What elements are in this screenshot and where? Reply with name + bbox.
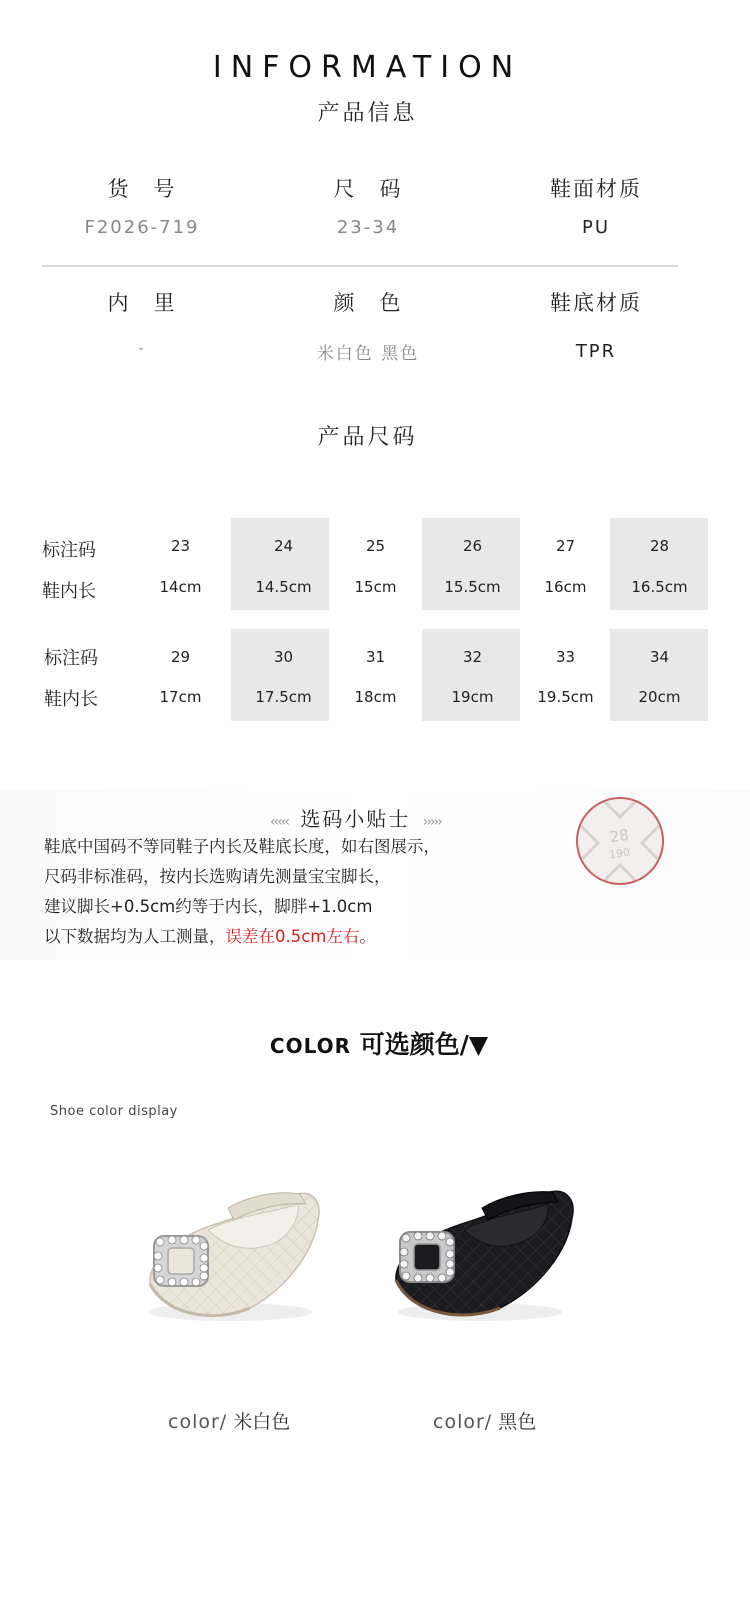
- length-cell: 15cm: [354, 578, 397, 596]
- spec-lining-label: 内 里: [107, 291, 177, 315]
- length-cell: 17.5cm: [255, 688, 312, 706]
- sole-code-length: 190: [608, 845, 631, 862]
- spec-color-value: 米白色 黑色: [316, 344, 420, 364]
- size-col-shade: [422, 518, 520, 610]
- size-row-label: 标注码: [44, 648, 98, 669]
- size-cell: 30: [273, 648, 294, 666]
- size-col-shade: [422, 629, 520, 721]
- spec-sole-value: TPR: [575, 341, 617, 362]
- length-cell: 14.5cm: [255, 578, 312, 596]
- tips-deco-left: ‹‹‹‹‹: [270, 814, 288, 830]
- color-caption-prefix: color/: [433, 1411, 493, 1433]
- info-subtitle: 产品信息: [317, 101, 418, 126]
- length-cell: 17cm: [159, 688, 202, 706]
- color-caption-name: 黑色: [498, 1411, 537, 1433]
- size-cell: 32: [462, 648, 483, 666]
- tips-line: 鞋底中国码不等同鞋子内长及鞋底长度，如右图展示，: [44, 837, 440, 856]
- size-col-shade: [231, 518, 329, 610]
- spec-size-value: 23-34: [336, 217, 400, 238]
- size-cell: 29: [170, 648, 191, 666]
- length-cell: 16cm: [544, 578, 587, 596]
- sole-pattern-icon: [578, 799, 662, 883]
- size-col-shade: [610, 518, 708, 610]
- spec-item-no-label: 货 号: [107, 177, 177, 201]
- shoe-display-label: Shoe color display: [50, 1104, 178, 1119]
- color-heading-en: COLOR: [269, 1034, 352, 1058]
- size-chart-title: 产品尺码: [317, 425, 418, 450]
- size-cell: 24: [273, 537, 294, 555]
- tips-error-note: 误差在0.5cm左右: [225, 927, 360, 946]
- color-caption-name: 米白色: [233, 1411, 291, 1433]
- size-cell: 23: [170, 537, 191, 555]
- length-cell: 15.5cm: [444, 578, 501, 596]
- tips-line: [44, 923, 376, 947]
- size-cell: 31: [365, 648, 386, 666]
- tips-title-text: 选码小贴士: [300, 807, 411, 831]
- tips-line: 尺码非标准码，按内长选购请先测量宝宝脚长，: [44, 867, 391, 886]
- color-heading: [0, 1025, 750, 1061]
- length-cell: 20cm: [638, 688, 681, 706]
- size-cell: 27: [555, 537, 576, 555]
- tips-deco-right: ›››››: [422, 814, 441, 830]
- shoe-offwhite-image: [138, 1180, 328, 1330]
- spec-divider: [42, 265, 678, 267]
- spec-lining-value: -: [138, 341, 146, 357]
- length-row-label: 鞋内长: [42, 581, 96, 602]
- spec-sole-label: 鞋底材质: [550, 291, 642, 315]
- sole-code-size: 28: [608, 825, 631, 847]
- spec-upper-value: PU: [581, 217, 611, 238]
- size-col-shade: [610, 629, 708, 721]
- size-col-shade: [231, 629, 329, 721]
- length-cell: 18cm: [354, 688, 397, 706]
- tips-line-end: 。: [359, 927, 376, 946]
- tips-line: 建议脚长+0.5cm约等于内长，脚胖+1.0cm: [44, 897, 373, 916]
- length-cell: 14cm: [159, 578, 202, 596]
- size-cell: 25: [365, 537, 386, 555]
- size-cell: 28: [649, 537, 670, 555]
- tips-line-text: 以下数据均为人工测量，: [44, 927, 226, 946]
- tips-title: [270, 803, 441, 832]
- down-arrow-icon: ▼: [468, 1030, 489, 1059]
- size-cell: 34: [649, 648, 670, 666]
- spec-upper-label: 鞋面材质: [550, 177, 642, 201]
- length-row-label: 鞋内长: [44, 689, 98, 710]
- length-cell: 19cm: [451, 688, 494, 706]
- color-heading-cn: 可选颜色/: [359, 1030, 469, 1059]
- color-caption-black: [433, 1407, 536, 1434]
- color-caption-offwhite: [168, 1407, 290, 1434]
- shoe-black-image: [388, 1180, 578, 1330]
- spec-size-label: 尺 码: [333, 177, 403, 201]
- length-cell: 19.5cm: [537, 688, 594, 706]
- spec-color-label: 颜 色: [333, 291, 403, 315]
- length-cell: 16.5cm: [631, 578, 688, 596]
- sole-closeup-image: [576, 797, 664, 885]
- size-cell: 26: [462, 537, 483, 555]
- color-caption-prefix: color/: [168, 1411, 228, 1433]
- size-row-label: 标注码: [42, 540, 96, 561]
- spec-item-no-value: F2026-719: [84, 217, 200, 238]
- info-title: INFORMATION: [212, 50, 523, 85]
- size-cell: 33: [555, 648, 576, 666]
